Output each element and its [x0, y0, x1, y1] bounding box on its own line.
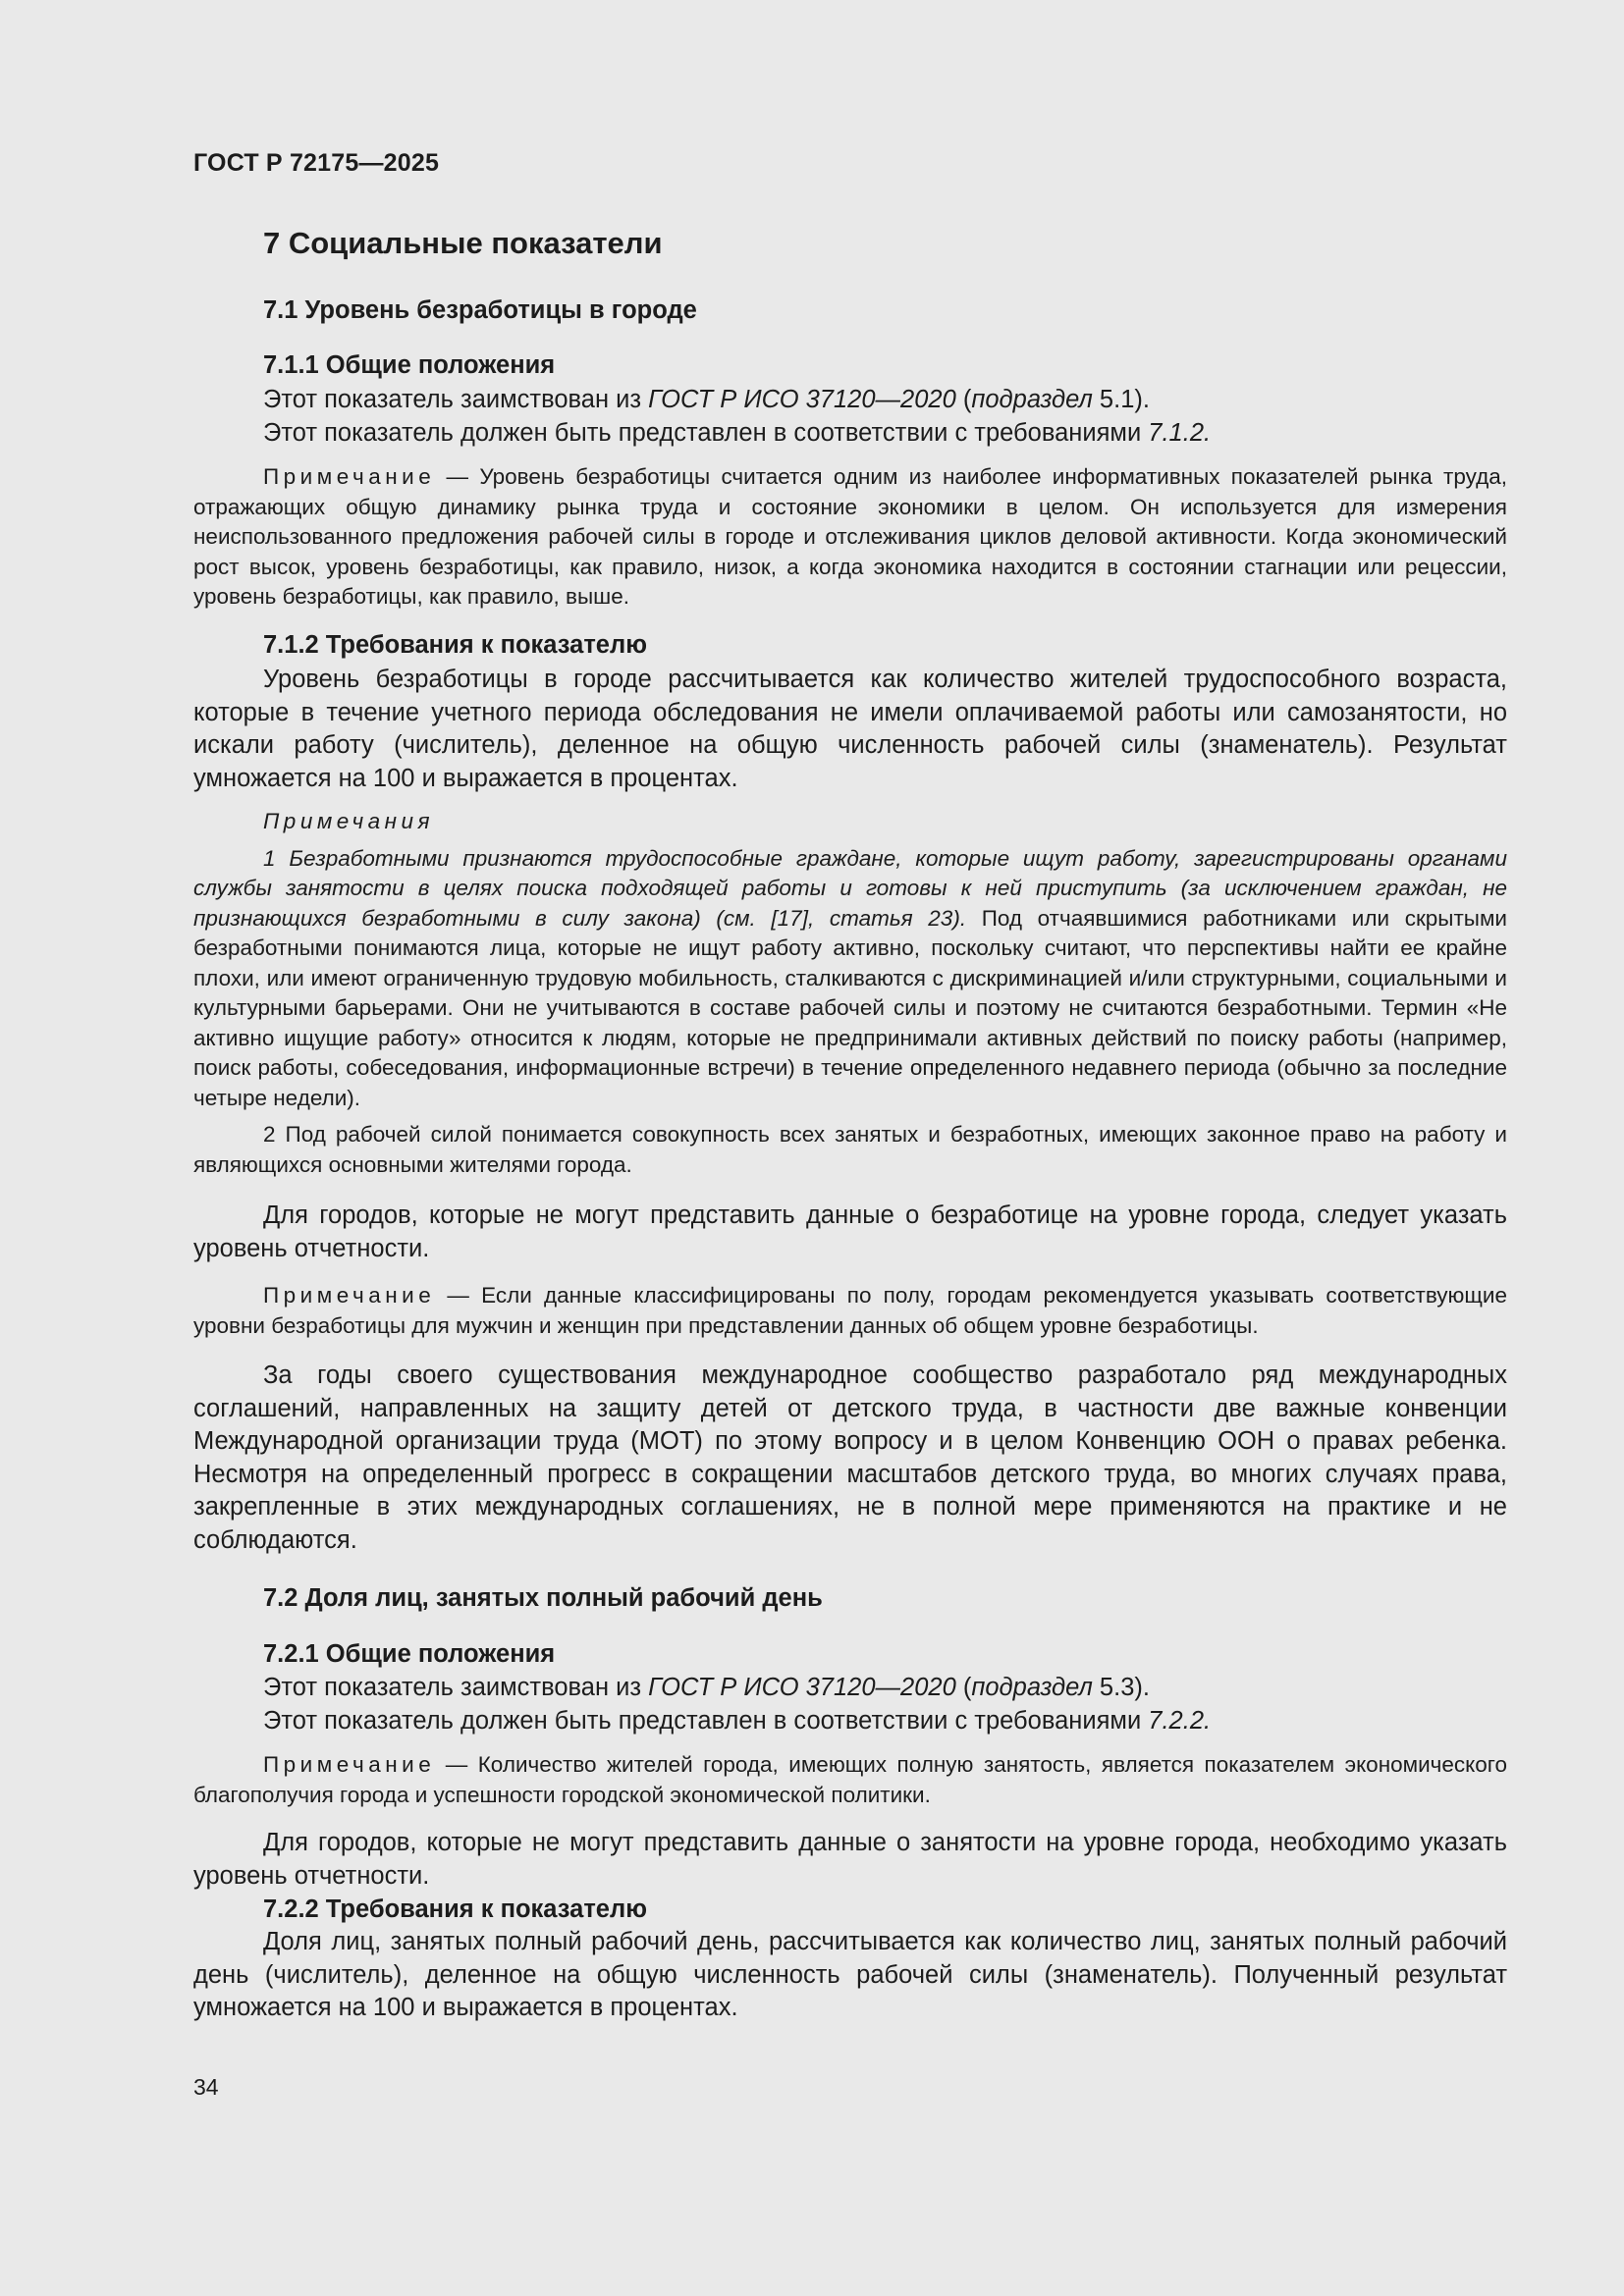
paragraph: Для городов, которые не могут представить данные о занятости на уровне города, необходимо указать уровень отчетности. — [193, 1829, 1507, 1890]
section-7-2-1-title: 7.2.1 Общие положения — [263, 1640, 556, 1668]
source-line: Этот показатель заимствован из ГОСТ Р ИСО 37120—2020 (подраздел 5.1). — [263, 386, 1150, 413]
requirement-line: Этот показатель должен быть представлен в соответствии с требованиями 7.1.2. — [263, 418, 1212, 447]
section-7-title: 7 Социальные показатели — [263, 226, 663, 260]
note-7-2-1 — [193, 1750, 1507, 1810]
section-7-1-1-lines — [193, 384, 1507, 450]
section-7-2-title: 7.2 Доля лиц, занятых полный рабочий день — [263, 1584, 823, 1612]
note-2: 2 Под рабочей силой понимается совокупность всех занятых и безработных, имеющих законное право на работу и являющихся основными жителями города. — [193, 1122, 1507, 1177]
notes-block — [193, 807, 1507, 1180]
note-text: — Количество жителей города, имеющих полную занятость, является показателем экономического благополучия города и успешности городской экономической политики. — [193, 1752, 1507, 1807]
section-7-2-1-lines — [193, 1672, 1507, 1737]
section-7-2-1-para — [193, 1827, 1507, 1893]
section-7-1-2-para1 — [193, 664, 1507, 795]
section-7-1-title: 7.1 Уровень безработицы в городе — [263, 296, 697, 324]
section-7-2-2-para — [193, 1926, 1507, 2025]
note-label: Примечание — [263, 1283, 436, 1308]
note-text: — Если данные классифицированы по полу, городам рекомендуется указывать соответствующие уровни безработицы для мужчин и женщин при представлении данных об общем уровне безработицы. — [193, 1283, 1507, 1338]
section-7-2-2-title: 7.2.2 Требования к показателю — [263, 1896, 647, 1923]
note-label: Примечание — [263, 464, 436, 489]
paragraph: Уровень безработицы в городе рассчитывается как количество жителей трудоспособного возраста, которые в течение учетного периода обследования не имели оплачиваемой работы или самозанятости, но искали работу (числитель), деленное на общую численность рабочей силы (знаменатель). Результат умножается на 100 и выражается в процентах. — [193, 666, 1507, 792]
requirement-line: Этот показатель должен быть представлен в соответствии с требованиями 7.2.2. — [263, 1706, 1212, 1735]
section-7-1-2-title: 7.1.2 Требования к показателю — [263, 631, 647, 659]
paragraph: За годы своего существования международное сообщество разработало ряд международных соглашений, направленных на защиту детей от детского труда, в частности две важные конвенции Международной организации труда (МОТ) по этому вопросу и в целом Конвенцию ООН о правах ребенка. Несмотря на определенный прогресс в сокращении масштабов детского труда, во многих случаях права, закрепленные в этих международных соглашениях, не в полной мере применяются на практике и не соблюдаются. — [193, 1362, 1507, 1554]
section-7-1-2-para3 — [193, 1360, 1507, 1557]
paragraph: Доля лиц, занятых полный рабочий день, рассчитывается как количество лиц, занятых полный рабочий день (числитель), деленное на общую численность рабочей силы (знаменатель). Полученный результат умножается на 100 и выражается в процентах. — [193, 1928, 1507, 2021]
page-number: 34 — [193, 2074, 219, 2100]
note-7-1-2 — [193, 1281, 1507, 1341]
notes-heading: Примечания — [263, 809, 435, 833]
note-label: Примечание — [263, 1752, 436, 1777]
document-code-header: ГОСТ Р 72175—2025 — [193, 149, 440, 177]
paragraph: Для городов, которые не могут представить данные о безработице на уровне города, следует указать уровень отчетности. — [193, 1201, 1507, 1262]
source-line: Этот показатель заимствован из ГОСТ Р ИСО 37120—2020 (подраздел 5.3). — [263, 1674, 1150, 1701]
note-1: 1 Безработными признаются трудоспособные граждане, которые ищут работу, зарегистрированы органами службы занятости в целях поиска подходящей работы и готовы к ней приступить (за исключением граждан, не признающихся безработными в силу закона) (см. [17], статья 23). Под отчаявшимися работниками или скрытыми безработными понимаются лица, которые не ищут работу активно, поскольку считают, что перспективы найти ее крайне плохи, или имеют ограниченную трудовую мобильность, сталкиваются с дискриминацией и/или структурными, социальными и культурными барьерами. Они не учитываются в составе рабочей силы и поэтому не считаются безработными. Термин «Не активно ищущие работу» относится к людям, которые не предпринимали активных действий по поиску работы (например, поиск работы, собеседования, информационные встречи) в течение определенного недавнего периода (обычно за последние четыре недели). — [193, 845, 1507, 1110]
note-7-1-1 — [193, 462, 1507, 613]
section-7-1-1-title: 7.1.1 Общие положения — [263, 351, 556, 379]
note-text: — Уровень безработицы считается одним из наиболее информативных показателей рынка труда, отражающих общую динамику рынка труда и состояние экономики в целом. Он используется для измерения неиспользованного предложения рабочей силы в городе и отслеживания циклов деловой активности. Когда экономический рост высок, уровень безработицы, как правило, низок, а когда экономика находится в состоянии стагнации или рецессии, уровень безработицы, как правило, выше. — [193, 464, 1507, 609]
section-7-1-2-para2 — [193, 1200, 1507, 1265]
